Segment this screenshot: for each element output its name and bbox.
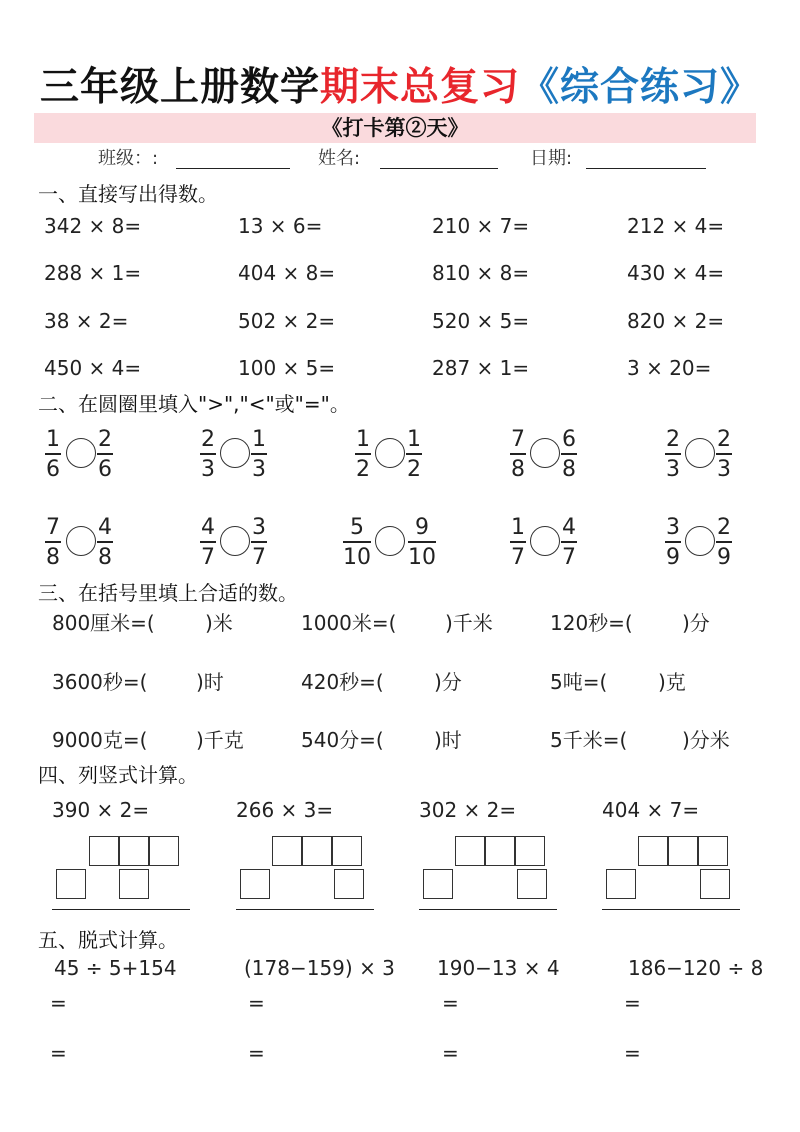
- answer-box[interactable]: [515, 836, 545, 866]
- compare-circle[interactable]: [375, 526, 405, 556]
- denominator: 7: [252, 545, 266, 570]
- unit-fill-right: )时: [434, 728, 462, 752]
- unit-fill-right: )米: [205, 611, 233, 635]
- subtitle-banner: 《打卡第②天》: [34, 113, 756, 143]
- left-fraction: [665, 515, 681, 570]
- fraction-bar: [355, 453, 371, 455]
- unit-fill-right: )分: [434, 670, 462, 694]
- section1-title: 一、直接写出得数。: [38, 182, 218, 206]
- title-review-part: 期末总复习: [319, 64, 520, 110]
- left-fraction: [343, 515, 371, 570]
- oral-problem: 502 × 2=: [238, 309, 336, 333]
- answer-box[interactable]: [698, 836, 728, 866]
- right-fraction: [406, 427, 422, 482]
- fraction-bar: [200, 453, 216, 455]
- numerator: 4: [562, 515, 576, 540]
- right-fraction: [97, 515, 113, 570]
- left-fraction: [45, 515, 61, 570]
- numerator: 1: [407, 427, 421, 452]
- answer-box[interactable]: [119, 869, 149, 899]
- answer-box[interactable]: [272, 836, 302, 866]
- oral-problem: 430 × 4=: [627, 261, 725, 285]
- title-practice-part: 《综合练习》: [520, 64, 761, 110]
- equals-sign: =: [442, 991, 459, 1015]
- fraction-bar: [251, 453, 267, 455]
- left-fraction: [510, 427, 526, 482]
- oral-problem: 3 × 20=: [627, 356, 712, 380]
- compare-circle[interactable]: [220, 526, 250, 556]
- vertical-problem: 390 × 2=: [52, 798, 150, 822]
- compare-circle[interactable]: [375, 438, 405, 468]
- unit-fill-right: )分: [682, 611, 710, 635]
- oral-problem: 100 × 5=: [238, 356, 336, 380]
- denominator: 9: [666, 545, 680, 570]
- answer-box[interactable]: [423, 869, 453, 899]
- right-fraction: [251, 515, 267, 570]
- fraction-bar: [561, 453, 577, 455]
- fraction-bar: [251, 541, 267, 543]
- oral-problem: 210 × 7=: [432, 214, 530, 238]
- oral-problem: 212 × 4=: [627, 214, 725, 238]
- fraction-bar: [716, 453, 732, 455]
- unit-fill-right: )分米: [682, 728, 730, 752]
- numerator: 1: [511, 515, 525, 540]
- vertical-problem: 404 × 7=: [602, 798, 700, 822]
- oral-problem: 520 × 5=: [432, 309, 530, 333]
- unit-fill-right: )时: [196, 670, 224, 694]
- fraction-bar: [97, 541, 113, 543]
- left-fraction: [355, 427, 371, 482]
- fraction-bar: [510, 541, 526, 543]
- fraction-bar: [45, 541, 61, 543]
- compare-circle[interactable]: [220, 438, 250, 468]
- denominator: 9: [717, 545, 731, 570]
- right-fraction: [561, 427, 577, 482]
- numerator: 7: [46, 515, 60, 540]
- denominator: 3: [717, 457, 731, 482]
- equals-sign: =: [248, 1041, 265, 1065]
- denominator: 2: [356, 457, 370, 482]
- equals-sign: =: [442, 1041, 459, 1065]
- denominator: 2: [407, 457, 421, 482]
- left-fraction: [200, 427, 216, 482]
- equals-sign: =: [624, 1041, 641, 1065]
- title-grade-part: 三年级上册数学: [39, 64, 320, 110]
- denominator: 3: [252, 457, 266, 482]
- compare-circle[interactable]: [66, 438, 96, 468]
- section2-title: 二、在圆圈里填入">","<"或"="。: [38, 392, 350, 416]
- answer-box[interactable]: [334, 869, 364, 899]
- denominator: 10: [408, 545, 436, 570]
- class-label: 班级：:: [98, 148, 159, 169]
- oral-problem: 288 × 1=: [44, 261, 142, 285]
- left-fraction: [200, 515, 216, 570]
- left-fraction: [510, 515, 526, 570]
- denominator: 8: [511, 457, 525, 482]
- numerator: 7: [511, 427, 525, 452]
- answer-box[interactable]: [89, 836, 119, 866]
- date-blank[interactable]: [586, 168, 706, 169]
- worksheet-title: [0, 64, 800, 110]
- oral-problem: 450 × 4=: [44, 356, 142, 380]
- name-label: 姓名:: [318, 148, 361, 169]
- numerator: 6: [562, 427, 576, 452]
- denominator: 8: [98, 545, 112, 570]
- numerator: 2: [201, 427, 215, 452]
- fraction-bar: [561, 541, 577, 543]
- equals-sign: =: [624, 991, 641, 1015]
- answer-box[interactable]: [668, 836, 698, 866]
- oral-problem: 404 × 8=: [238, 261, 336, 285]
- fraction-bar: [408, 541, 436, 543]
- numerator: 2: [717, 427, 731, 452]
- numerator: 1: [356, 427, 370, 452]
- stepwise-problem: 190−13 × 4: [437, 956, 560, 980]
- fraction-bar: [510, 453, 526, 455]
- answer-box[interactable]: [485, 836, 515, 866]
- fraction-bar: [406, 453, 422, 455]
- answer-box[interactable]: [302, 836, 332, 866]
- denominator: 6: [46, 457, 60, 482]
- answer-box[interactable]: [240, 869, 270, 899]
- oral-problem: 342 × 8=: [44, 214, 142, 238]
- left-fraction: [45, 427, 61, 482]
- vertical-calc-line: [52, 909, 190, 910]
- stepwise-problem: 45 ÷ 5+154: [54, 956, 177, 980]
- class-blank[interactable]: [176, 168, 290, 169]
- vertical-calc-line: [236, 909, 374, 910]
- right-fraction: [408, 515, 436, 570]
- right-fraction: [716, 515, 732, 570]
- fraction-bar: [343, 541, 371, 543]
- section5-title: 五、脱式计算。: [38, 928, 178, 952]
- oral-problem: 820 × 2=: [627, 309, 725, 333]
- compare-circle[interactable]: [530, 526, 560, 556]
- numerator: 4: [98, 515, 112, 540]
- fraction-bar: [97, 453, 113, 455]
- denominator: 3: [201, 457, 215, 482]
- answer-box[interactable]: [149, 836, 179, 866]
- vertical-calc-line: [419, 909, 557, 910]
- date-label: 日期:: [530, 148, 573, 169]
- stepwise-problem: (178−159) × 3: [244, 956, 395, 980]
- vertical-calc-line: [602, 909, 740, 910]
- numerator: 1: [252, 427, 266, 452]
- answer-box[interactable]: [455, 836, 485, 866]
- vertical-problem: 302 × 2=: [419, 798, 517, 822]
- answer-box[interactable]: [517, 869, 547, 899]
- right-fraction: [97, 427, 113, 482]
- denominator: 8: [46, 545, 60, 570]
- numerator: 5: [350, 515, 364, 540]
- fraction-bar: [200, 541, 216, 543]
- section3-title: 三、在括号里填上合适的数。: [38, 581, 298, 605]
- right-fraction: [716, 427, 732, 482]
- compare-circle[interactable]: [66, 526, 96, 556]
- unit-fill-right: )千米: [445, 611, 493, 635]
- numerator: 3: [252, 515, 266, 540]
- denominator: 10: [343, 545, 371, 570]
- denominator: 8: [562, 457, 576, 482]
- equals-sign: =: [50, 1041, 67, 1065]
- denominator: 7: [511, 545, 525, 570]
- vertical-problem: 266 × 3=: [236, 798, 334, 822]
- oral-problem: 810 × 8=: [432, 261, 530, 285]
- unit-fill-right: )克: [658, 670, 686, 694]
- unit-fill-left: 5千米=(: [550, 728, 628, 752]
- unit-fill-right: )千克: [196, 728, 244, 752]
- unit-fill-left: 5吨=(: [550, 670, 608, 694]
- denominator: 7: [562, 545, 576, 570]
- numerator: 2: [98, 427, 112, 452]
- unit-fill-left: 800厘米=(: [52, 611, 155, 635]
- numerator: 4: [201, 515, 215, 540]
- left-fraction: [665, 427, 681, 482]
- unit-fill-left: 3600秒=(: [52, 670, 148, 694]
- compare-circle[interactable]: [685, 438, 715, 468]
- denominator: 3: [666, 457, 680, 482]
- compare-circle[interactable]: [685, 526, 715, 556]
- unit-fill-left: 1000米=(: [301, 611, 397, 635]
- answer-box[interactable]: [606, 869, 636, 899]
- unit-fill-left: 540分=(: [301, 728, 384, 752]
- unit-fill-left: 120秒=(: [550, 611, 633, 635]
- unit-fill-left: 420秒=(: [301, 670, 384, 694]
- fraction-bar: [45, 453, 61, 455]
- oral-problem: 287 × 1=: [432, 356, 530, 380]
- unit-fill-left: 9000克=(: [52, 728, 148, 752]
- equals-sign: =: [248, 991, 265, 1015]
- stepwise-problem: 186−120 ÷ 8: [628, 956, 764, 980]
- answer-box[interactable]: [638, 836, 668, 866]
- numerator: 9: [415, 515, 429, 540]
- numerator: 2: [666, 427, 680, 452]
- right-fraction: [251, 427, 267, 482]
- fraction-bar: [665, 453, 681, 455]
- answer-box[interactable]: [700, 869, 730, 899]
- section4-title: 四、列竖式计算。: [38, 763, 198, 787]
- fraction-bar: [665, 541, 681, 543]
- answer-box[interactable]: [332, 836, 362, 866]
- fraction-bar: [716, 541, 732, 543]
- numerator: 1: [46, 427, 60, 452]
- numerator: 3: [666, 515, 680, 540]
- oral-problem: 13 × 6=: [238, 214, 323, 238]
- name-blank[interactable]: [380, 168, 498, 169]
- numerator: 2: [717, 515, 731, 540]
- answer-box[interactable]: [56, 869, 86, 899]
- denominator: 6: [98, 457, 112, 482]
- equals-sign: =: [50, 991, 67, 1015]
- answer-box[interactable]: [119, 836, 149, 866]
- compare-circle[interactable]: [530, 438, 560, 468]
- right-fraction: [561, 515, 577, 570]
- denominator: 7: [201, 545, 215, 570]
- oral-problem: 38 × 2=: [44, 309, 129, 333]
